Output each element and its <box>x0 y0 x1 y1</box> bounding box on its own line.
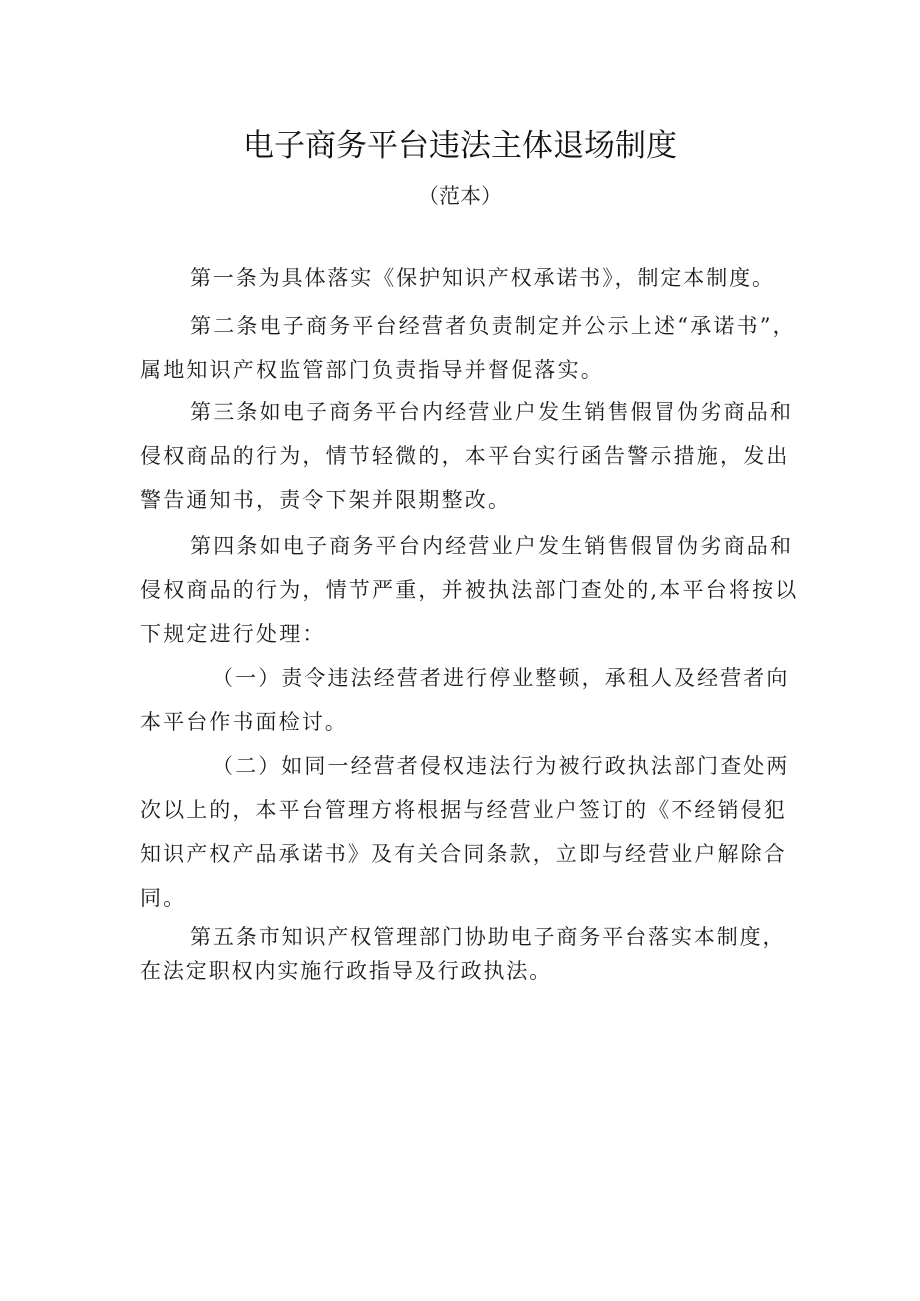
article-5: 第五条市知识产权管理部门协助电子商务平台落实本制度，在法定职权内实施行政指导及行政执法。 <box>140 925 786 983</box>
article-1: 第一条为具体落实《保护知识产权承诺书》，制定本制度。 <box>190 266 775 290</box>
document-subtitle: （范本） <box>418 184 502 208</box>
article-4-item-2: （二）如同一经营者侵权违法行为被行政执法部门查处两次以上的，本平台管理方将根据与经营业户签订的《不经销侵犯知识产权产品承诺书》及有关合同条款，立即与经营业户解除合同。 <box>140 754 790 910</box>
article-3: 第三条如电子商务平台内经营业户发生销售假冒伪劣商品和侵权商品的行为，情节轻微的，本平台实行函告警示措施，发出警告通知书，责令下架并限期整改。 <box>140 400 794 512</box>
document-title: 电子商务平台违法主体退场制度 <box>243 128 677 164</box>
article-4-item-1: （一）责令违法经营者进行停业整顿，承租人及经营者向本平台作书面检讨。 <box>140 666 790 734</box>
article-4: 第四条如电子商务平台内经营业户发生销售假冒伪劣商品和侵权商品的行为，情节严重，并被执法部门查处的,本平台将按以下规定进行处理： <box>140 534 799 646</box>
article-2: 第二条电子商务平台经营者负责制定并公示上述“承诺书”，属地知识产权监管部门负责指导并督促落实。 <box>140 314 796 382</box>
